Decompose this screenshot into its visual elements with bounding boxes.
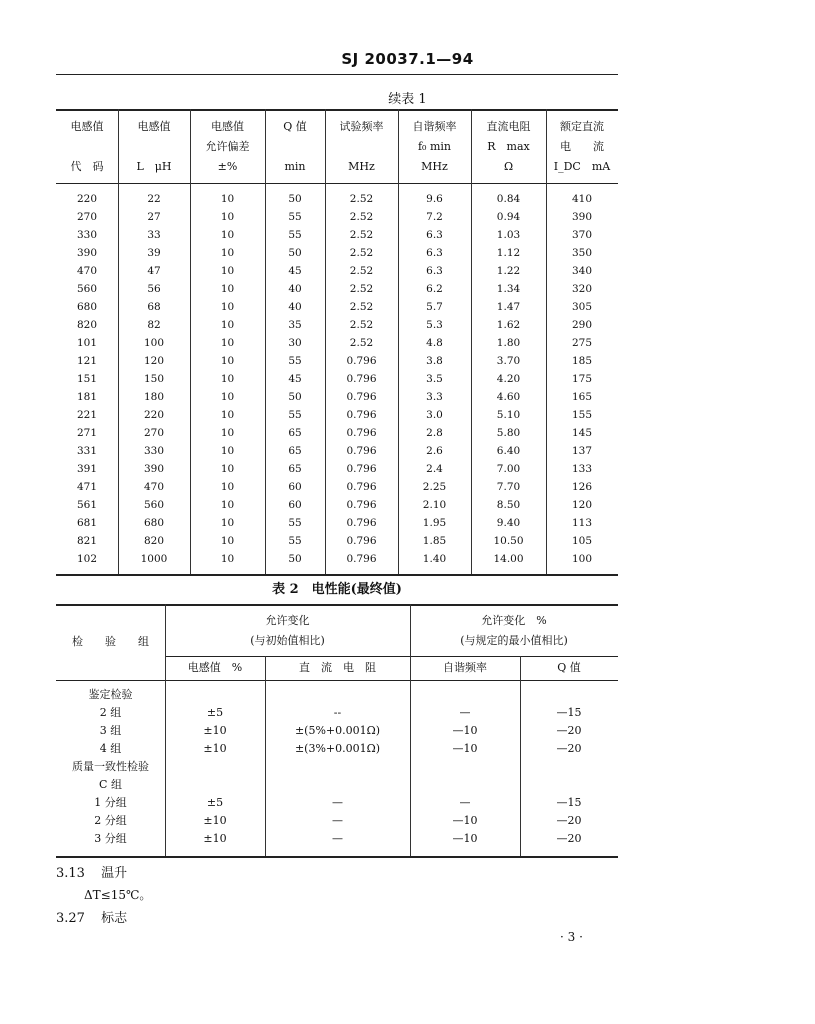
- table1-cell: 30: [288, 337, 302, 349]
- table1-header-cell: Ω: [503, 160, 514, 173]
- table1-cell: 0.94: [496, 211, 521, 223]
- table1-cell: 120: [143, 355, 165, 367]
- table1-cell: 2.52: [349, 229, 374, 241]
- table1-cell: 270: [143, 427, 165, 439]
- table2-subheader: Q 值: [557, 661, 581, 674]
- table1-cell: 820: [76, 319, 98, 331]
- table2-cell: ±10: [203, 724, 227, 737]
- table1-cell: 2.52: [349, 265, 374, 277]
- table1-cell: 390: [571, 211, 593, 223]
- table1-cell: 221: [76, 409, 98, 421]
- table1-cell: 330: [143, 445, 165, 457]
- table2-cell: —15: [556, 796, 582, 809]
- table1-cell: 133: [571, 463, 593, 475]
- table1-cell: 50: [288, 391, 302, 403]
- table2-cell: —10: [452, 832, 478, 845]
- table2-row-label: 4 组: [99, 742, 122, 755]
- table1-cell: 8.50: [496, 499, 521, 511]
- table1-cell: 55: [288, 355, 302, 367]
- table1-cell: 2.6: [426, 445, 443, 457]
- table1-cell: 10: [220, 409, 235, 421]
- table1-cell: 1000: [140, 553, 168, 565]
- table1-cell: 3.70: [496, 355, 521, 367]
- table1-cell: 55: [288, 535, 302, 547]
- table1-header-cell: 电 流: [560, 140, 604, 153]
- table2-cell: —10: [452, 814, 478, 827]
- table1-cell: 155: [571, 409, 593, 421]
- table2-cell: —: [459, 706, 471, 719]
- table1-cell: 10: [220, 517, 235, 529]
- table1-cell: 1.62: [496, 319, 521, 331]
- table2-cell: —20: [556, 742, 582, 755]
- table1-cell: 10: [220, 229, 235, 241]
- table1-cell: 2.52: [349, 211, 374, 223]
- table1-cell: 560: [143, 499, 165, 511]
- table1-cell: 55: [288, 517, 302, 529]
- header-rule: [56, 74, 618, 75]
- table1-cell: 0.84: [496, 193, 521, 205]
- table1-cell: 5.7: [426, 301, 443, 313]
- table1-cell: 50: [288, 193, 302, 205]
- table1-cell: 0.796: [346, 553, 377, 565]
- table1-cell: 10: [220, 337, 235, 349]
- table1-cell: 220: [143, 409, 165, 421]
- table2-row-label: C 组: [99, 778, 122, 791]
- table2-row-label: 鉴定检验: [88, 688, 133, 701]
- table2-cell: —15: [556, 706, 582, 719]
- table1-cell: 320: [571, 283, 593, 295]
- table1-cell: 65: [288, 445, 302, 457]
- table1-cell: 0.796: [346, 427, 377, 439]
- table1-cell: 0.796: [346, 463, 377, 475]
- table1-cell: 680: [76, 301, 98, 313]
- table1-header-cell: 试验频率: [339, 120, 384, 133]
- table1-cell: 55: [288, 211, 302, 223]
- table1-cell: 6.3: [426, 229, 443, 241]
- table1-header-cell: 电感值: [211, 120, 244, 133]
- table1-cell: 10: [220, 427, 235, 439]
- table1-cell: 7.70: [496, 481, 521, 493]
- table1-bottom-rule: [56, 574, 618, 576]
- table1-cell: 0.796: [346, 409, 377, 421]
- table1-cell: 5.3: [426, 319, 443, 331]
- table1-cell: 10: [220, 301, 235, 313]
- table1-cell: 60: [288, 499, 302, 511]
- table1-cell: 0.796: [346, 373, 377, 385]
- page-number: · 3 ·: [560, 930, 583, 944]
- table2-cell: ±(3%+0.001Ω): [294, 742, 381, 755]
- table1-cell: 180: [143, 391, 165, 403]
- table1-cell: 1.12: [496, 247, 521, 259]
- table1-cell: 50: [288, 553, 302, 565]
- table1-cell: 5.80: [496, 427, 521, 439]
- table1-cell: 470: [76, 265, 98, 277]
- table1-cell: 4.8: [426, 337, 443, 349]
- section-number: 3.27: [56, 911, 85, 926]
- table2-cell: —20: [556, 832, 582, 845]
- table2-cell: ±10: [203, 814, 227, 827]
- table1-cell: 0.796: [346, 535, 377, 547]
- table1-cell: 471: [76, 481, 98, 493]
- table1-cell: 6.3: [426, 265, 443, 277]
- table1-cell: 4.60: [496, 391, 521, 403]
- table1-cell: 1.85: [422, 535, 447, 547]
- table1-header-rule: [56, 183, 618, 184]
- table1-cell: 0.796: [346, 499, 377, 511]
- table1-header-cell: L μH: [136, 160, 172, 173]
- table1-header-cell: Q 值: [283, 120, 307, 133]
- table1-cell: 1.40: [422, 553, 447, 565]
- table1-cell: 10: [220, 463, 235, 475]
- table1-cell: 10: [220, 247, 235, 259]
- table1-cell: 145: [571, 427, 593, 439]
- table1-cell: 271: [76, 427, 98, 439]
- table1-cell: 9.6: [426, 193, 443, 205]
- table1-cell: 821: [76, 535, 98, 547]
- table1-cell: 10: [220, 445, 235, 457]
- table2-cell: —: [332, 814, 343, 827]
- table1-cell: 2.10: [422, 499, 447, 511]
- table1-cell: 113: [571, 517, 593, 529]
- table1-cell: 47: [147, 265, 161, 277]
- table2-subheader: 直 流 电 阻: [299, 661, 376, 674]
- table1-cell: 2.52: [349, 301, 374, 313]
- table1-cell: 101: [76, 337, 98, 349]
- table2-cell: --: [333, 706, 342, 719]
- table1-cell: 55: [288, 229, 302, 241]
- table2-mid-rule: [165, 656, 618, 657]
- table1-cell: 1.47: [496, 301, 521, 313]
- table1-cell: 10: [220, 553, 235, 565]
- table2-row-label: 2 分组: [94, 814, 127, 827]
- table1-header-cell: 电感值: [137, 120, 171, 133]
- table2-cell: ±10: [203, 742, 227, 755]
- table1-cell: 390: [76, 247, 98, 259]
- table1-cell: 4.20: [496, 373, 521, 385]
- table1-cell: 5.10: [496, 409, 521, 421]
- section-3-13-body: ΔT≤15℃。: [84, 888, 152, 902]
- table1-cell: 65: [288, 463, 302, 475]
- table1-cell: 40: [288, 283, 302, 295]
- table1-cell: 2.52: [349, 247, 374, 259]
- table1-header-cell: 额定直流: [560, 120, 604, 133]
- table1-cell: 56: [147, 283, 161, 295]
- table2-row-label: 1 分组: [94, 796, 127, 809]
- table1-caption: 续表 1: [388, 92, 427, 107]
- table1-header-cell: MHz: [421, 160, 448, 173]
- table1-cell: 3.3: [426, 391, 443, 403]
- table1-cell: 2.52: [349, 193, 374, 205]
- table1-cell: 1.80: [496, 337, 521, 349]
- table1-header-cell: 代 码: [70, 160, 104, 173]
- table2-span1-line1: 允许变化: [265, 614, 310, 627]
- table1-cell: 340: [571, 265, 593, 277]
- table1-cell: 680: [143, 517, 165, 529]
- table1-cell: 470: [143, 481, 165, 493]
- table1-cell: 40: [288, 301, 302, 313]
- table1-cell: 561: [76, 499, 98, 511]
- table1-cell: 2.52: [349, 283, 374, 295]
- table2-cell: —: [332, 832, 343, 845]
- table1-cell: 331: [76, 445, 98, 457]
- table1-cell: 10: [220, 535, 235, 547]
- table1-cell: 100: [143, 337, 165, 349]
- table1-cell: 560: [76, 283, 98, 295]
- table2-cell: ±5: [206, 706, 224, 719]
- table1-cell: 45: [288, 265, 302, 277]
- table2-subheader: 电感值 %: [187, 661, 243, 674]
- table2-row-label: 质量一致性检验: [72, 760, 149, 773]
- table1-cell: 102: [76, 553, 98, 565]
- table2-span2-line1: 允许变化 %: [481, 614, 547, 627]
- table2-row-label: 3 分组: [94, 832, 127, 845]
- table1-top-rule: [56, 109, 618, 111]
- section-3-13-heading: [56, 862, 127, 881]
- table1-cell: 137: [571, 445, 593, 457]
- table1-cell: 39: [147, 247, 161, 259]
- table1-cell: 10: [220, 265, 235, 277]
- table1-cell: 105: [571, 535, 593, 547]
- table1-cell: 10: [220, 373, 235, 385]
- table1-header-cell: 自谐频率: [412, 120, 457, 133]
- table1-cell: 350: [571, 247, 593, 259]
- section-number: 3.13: [56, 866, 85, 881]
- table1-cell: 10: [220, 193, 235, 205]
- table2-cell: —: [332, 796, 343, 809]
- table1-cell: 0.796: [346, 445, 377, 457]
- table1-cell: 391: [76, 463, 98, 475]
- table1-cell: 10: [220, 355, 235, 367]
- table1-cell: 1.03: [496, 229, 521, 241]
- table2-row-label: 3 组: [99, 724, 122, 737]
- table1-cell: 100: [571, 553, 593, 565]
- table1-cell: 60: [288, 481, 302, 493]
- section-title: 标志: [101, 911, 128, 926]
- table1-cell: 35: [288, 319, 302, 331]
- table1-cell: 330: [76, 229, 98, 241]
- table2-cell: ±5: [206, 796, 224, 809]
- table2-cell: —10: [452, 742, 478, 755]
- table1-cell: 1.95: [422, 517, 447, 529]
- table1-cell: 270: [76, 211, 98, 223]
- table1-cell: 10: [220, 283, 235, 295]
- table1-cell: 65: [288, 427, 302, 439]
- table1-cell: 2.4: [426, 463, 443, 475]
- table2-cell: —: [459, 796, 471, 809]
- table1-cell: 0.796: [346, 355, 377, 367]
- table2-cell: ±(5%+0.001Ω): [294, 724, 381, 737]
- table1-cell: 27: [147, 211, 161, 223]
- table1-cell: 6.40: [496, 445, 521, 457]
- table2-group-header: 检 验 组: [72, 635, 149, 648]
- table1-cell: 2.52: [349, 319, 374, 331]
- table1-cell: 151: [76, 373, 98, 385]
- table1-cell: 6.3: [426, 247, 443, 259]
- table1-cell: 6.2: [426, 283, 443, 295]
- table1-cell: 120: [571, 499, 593, 511]
- table1-cell: 33: [147, 229, 161, 241]
- table1-cell: 681: [76, 517, 98, 529]
- table1-cell: 165: [571, 391, 593, 403]
- table1-cell: 820: [143, 535, 165, 547]
- table1-cell: 2.52: [349, 337, 374, 349]
- table1-cell: 1.34: [496, 283, 521, 295]
- table1-cell: 0.796: [346, 517, 377, 529]
- table1-cell: 10: [220, 481, 235, 493]
- table1-cell: 50: [288, 247, 302, 259]
- table2-cell: —10: [452, 724, 478, 737]
- table1-cell: 3.8: [426, 355, 443, 367]
- table1-cell: 22: [147, 193, 161, 205]
- table1-cell: 82: [147, 319, 161, 331]
- table1-cell: 10: [220, 319, 235, 331]
- table1-cell: 14.00: [493, 553, 524, 565]
- table1-cell: 150: [143, 373, 165, 385]
- table2-caption: 表 2 电性能(最终值): [272, 582, 402, 597]
- table1-header-cell: ±%: [217, 160, 238, 173]
- table1-cell: 3.0: [426, 409, 443, 421]
- table1-header-cell: f₀ min: [417, 140, 451, 153]
- table2-cell: —20: [556, 814, 582, 827]
- table1-cell: 121: [76, 355, 98, 367]
- table2-row-label: 2 组: [99, 706, 122, 719]
- table1-cell: 10.50: [493, 535, 524, 547]
- table1-header-cell: 允许偏差: [205, 140, 250, 153]
- table1-header-cell: R max: [487, 140, 530, 153]
- table1-cell: 9.40: [496, 517, 521, 529]
- table1-cell: 175: [571, 373, 593, 385]
- document-code: SJ 20037.1—94: [341, 50, 474, 68]
- table1-cell: 305: [571, 301, 593, 313]
- table2-top-rule: [56, 604, 618, 606]
- table1-cell: 7.2: [426, 211, 443, 223]
- table2-span1-line2: (与初始值相比): [250, 634, 325, 647]
- table1-cell: 2.8: [426, 427, 443, 439]
- table1-header-cell: MHz: [348, 160, 375, 173]
- table1-cell: 126: [571, 481, 593, 493]
- table1-cell: 10: [220, 211, 235, 223]
- table1-cell: 185: [571, 355, 593, 367]
- table2-cell: ±10: [203, 832, 227, 845]
- table1-cell: 181: [76, 391, 98, 403]
- table1-cell: 1.22: [496, 265, 521, 277]
- section-title: 温升: [101, 866, 128, 881]
- table1-cell: 45: [288, 373, 302, 385]
- table1-cell: 3.5: [426, 373, 443, 385]
- table1-cell: 68: [147, 301, 161, 313]
- table2-header-rule: [56, 680, 618, 681]
- table1-cell: 370: [571, 229, 593, 241]
- table1-header-cell: min: [284, 160, 306, 173]
- table1-header-cell: I_DC mA: [553, 160, 611, 173]
- table2-span2-line2: (与规定的最小值相比): [460, 634, 568, 647]
- table1-cell: 390: [143, 463, 165, 475]
- table1-cell: 2.25: [422, 481, 447, 493]
- table2-cell: —20: [556, 724, 582, 737]
- table1-cell: 7.00: [496, 463, 521, 475]
- table2-subheader: 自谐频率: [443, 661, 487, 674]
- table1-cell: 0.796: [346, 481, 377, 493]
- section-3-27-heading: [56, 907, 127, 926]
- table1-cell: 55: [288, 409, 302, 421]
- table1-cell: 10: [220, 499, 235, 511]
- table1-cell: 275: [571, 337, 593, 349]
- table2-bottom-rule: [56, 856, 618, 858]
- table1-cell: 0.796: [346, 391, 377, 403]
- table1-cell: 220: [76, 193, 98, 205]
- table1-cell: 290: [571, 319, 593, 331]
- table1-header-cell: 电感值: [70, 120, 104, 133]
- table1-cell: 10: [220, 391, 235, 403]
- table1-header-cell: 直流电阻: [486, 120, 531, 133]
- table1-cell: 410: [571, 193, 593, 205]
